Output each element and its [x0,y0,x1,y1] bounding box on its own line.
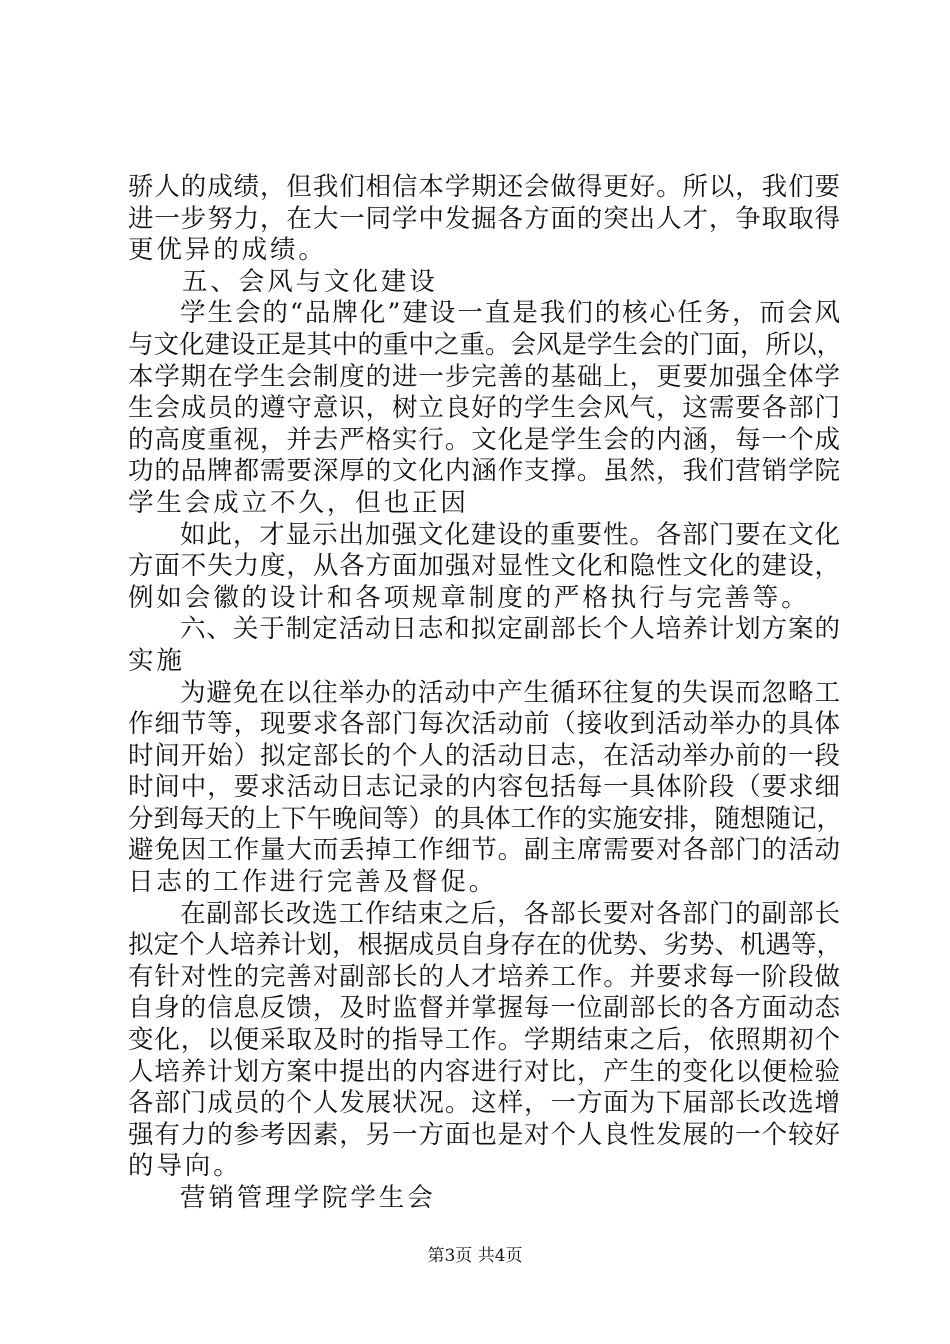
document-body [128,172,843,1215]
text-line: 拟定个人培养计划，根据成员自身存在的优势、劣势、机遇等， [128,930,843,961]
text-line: 为避免在以往举办的活动中产生循环往复的失误而忽略工 [180,677,840,708]
text-line: 变化，以便采取及时的指导工作。学期结束之后，依照期初个 [128,1025,840,1056]
signature-line: 营销管理学院学生会 [180,1183,436,1213]
text-line: 有针对性的完善对副部长的人才培养工作。并要求每一阶段做 [128,961,840,992]
text-line: 时间中，要求活动日志记录的内容包括每一具体阶段（要求细 [128,772,840,803]
text-line: 避免因工作量大而丢掉工作细节。副主席需要对各部门的活动 [128,835,840,866]
text-line: 在副部长改选工作结束之后，各部长要对各部门的副部长 [180,898,840,929]
text-line: 作细节等，现要求各部门每次活动前（接收到活动举办的具体 [128,709,840,740]
text-line: 更优异的成绩。 [128,235,327,266]
section-heading: 六、关于制定活动日志和拟定副部长个人培养计划方案的 [180,614,840,645]
text-line: 人培养计划方案中提出的内容进行对比，产生的变化以便检验 [128,1056,840,1087]
text-line: 各部门成员的个人发展状况。这样，一方面为下届部长改选增 [128,1088,840,1119]
page-number: 第3页 共4页 [427,1246,523,1266]
text-line: 本学期在学生会制度的进一步完善的基础上，更要加强全体学 [128,361,840,392]
text-line: 自身的信息反馈，及时监督并掌握每一位副部长的各方面动态 [128,993,840,1024]
text-line: 时间开始）拟定部长的个人的活动日志，在活动举办前的一段 [128,740,840,771]
section-heading: 五、会风与文化建设 [182,266,438,297]
section-heading-cont: 实施 [128,645,185,676]
text-line: 的高度重视，并去严格实行。文化是学生会的内涵，每一个成 [128,424,840,455]
text-line: 学生会的“品牌化”建设一直是我们的核心任务，而会风 [180,298,840,329]
text-line: 与文化建设正是其中的重中之重。会风是学生会的门面，所以， [128,329,843,360]
text-line: 骄人的成绩，但我们相信本学期还会做得更好。所以，我们要 [128,172,840,202]
text-line: 方面不失力度，从各方面加强对显性文化和隐性文化的建设， [128,551,840,582]
text-line: 日志的工作进行完善及督促。 [128,867,498,898]
text-line: 如此，才显示出加强文化建设的重要性。各部门要在文化 [180,519,840,550]
text-line: 功的品牌都需要深厚的文化内涵作支撑。虽然，我们营销学院 [128,456,840,487]
text-line: 生会成员的遵守意识，树立良好的学生会风气，这需要各部门 [128,393,840,424]
text-line: 例如会徽的设计和各项规章制度的严格执行与完善等。 [128,582,810,613]
text-line: 强有力的参考因素，另一方面也是对个人良性发展的一个较好 [128,1119,840,1150]
text-line: 学生会成立不久，但也正因 [128,487,469,518]
text-line: 分到每天的上下午晚间等）的具体工作的实施安排，随想随记， [128,803,843,834]
text-line: 进一步努力，在大一同学中发掘各方面的突出人才，争取取得 [128,203,840,234]
text-line: 的导向。 [128,1151,242,1182]
